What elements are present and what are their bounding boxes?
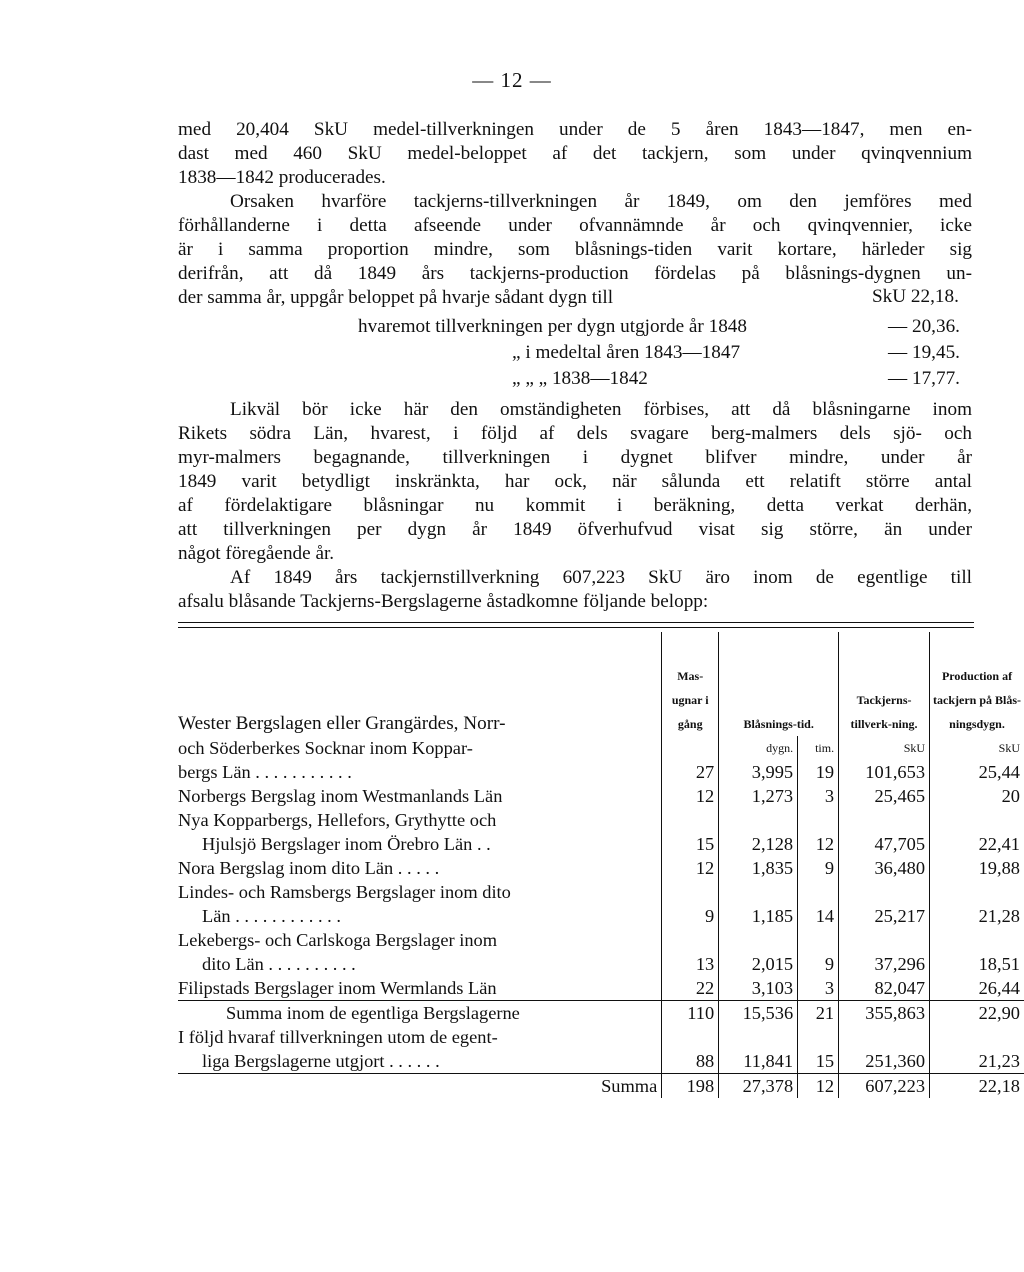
cell-masugnar: 22	[662, 976, 719, 1001]
row-label: bergs Län . . . . . . . . . . .	[178, 762, 352, 782]
cell-tillverkning: 82,047	[839, 976, 930, 1001]
cell-production: 20	[930, 784, 1024, 808]
production-table	[178, 632, 1024, 1098]
cell-masugnar: 198	[662, 1074, 719, 1099]
table-top-rule	[178, 622, 974, 623]
comparison-text-1838-1842: „ „ „ 1838—1842	[512, 368, 648, 389]
cell-dygn: 1,273	[719, 784, 798, 808]
text-line: derifrån, att då 1849 års tackjerns-production fördelas på blåsnings-dygnen un-	[178, 263, 972, 284]
cell-dygn: 27,378	[719, 1074, 798, 1099]
paragraph-1	[178, 118, 972, 190]
table-row	[178, 784, 1024, 808]
cell-production: 21,28	[930, 904, 1024, 928]
text-line: att tillverkningen per dygn år 1849 öfverhufvud visat sig större, än under	[178, 519, 972, 540]
cell-production: 21,23	[930, 1049, 1024, 1074]
cell-production: 19,88	[930, 856, 1024, 880]
table-row	[178, 904, 1024, 928]
cell-tim: 12	[798, 1074, 839, 1099]
cell-production: 18,51	[930, 952, 1024, 976]
summa-label: Summa	[601, 1076, 658, 1096]
cell-tim: 21	[798, 1001, 839, 1026]
row-label: Wester Bergslagen eller Grangärdes, Norr-	[178, 713, 506, 734]
comparison-text-1843-1847: „ i medeltal åren 1843—1847	[512, 342, 741, 363]
row-label: Hjulsjö Bergslager inom Örebro Län . .	[202, 834, 491, 854]
paragraph-4	[178, 566, 972, 614]
cell-tim: 19	[798, 760, 839, 784]
table-row	[178, 952, 1024, 976]
row-label: Lekebergs- och Carlskoga Bergslager inom	[178, 930, 498, 950]
cell-tim: 12	[798, 832, 839, 856]
table-row	[178, 928, 1024, 952]
summa-inom-row	[178, 1001, 1024, 1026]
cell-production: 26,44	[930, 976, 1024, 1001]
cell-tim: 9	[798, 856, 839, 880]
comparison-text-1848: hvaremot tillverkningen per dygn utgjorde år 1848	[358, 316, 747, 337]
text-line: der samma år, uppgår beloppet på hvarje sådant dygn till	[178, 287, 614, 308]
text-line: af fördelaktigare blåsningar nu kommit i beräkning, detta verkat derhän,	[178, 495, 972, 516]
comparison-value-1838-1842: — 17,77.	[888, 368, 960, 389]
header-tillverkning: Tackjerns-tillverk-ning.	[839, 632, 930, 736]
row-label: Norbergs Bergslag inom Westmanlands Län	[178, 786, 503, 806]
cell-tim: 3	[798, 976, 839, 1001]
cell-tillverkning: 25,465	[839, 784, 930, 808]
cell-tillverkning: 355,863	[839, 1001, 930, 1026]
text-line: förhållanderne i detta afseende under ofvannämnde år och qvinqvennier, icke	[178, 215, 972, 236]
comparison-value-1848: — 20,36.	[888, 316, 960, 337]
cell-tillverkning: 251,360	[839, 1049, 930, 1074]
cell-masugnar: 15	[662, 832, 719, 856]
text-line: med 20,404 SkU medel-tillverkningen under de 5 åren 1843—1847, men en-	[178, 119, 972, 140]
cell-production: 22,41	[930, 832, 1024, 856]
row-label: liga Bergslagerne utgjort . . . . . .	[202, 1051, 440, 1071]
table-row	[178, 736, 1024, 760]
table-row	[178, 832, 1024, 856]
cell-dygn: 1,835	[719, 856, 798, 880]
table-row	[178, 760, 1024, 784]
header-blasningstid: Blåsnings-tid.	[719, 632, 839, 736]
row-label: Lindes- och Ramsbergs Bergslager inom dito	[178, 882, 511, 902]
table-top-rule-double	[178, 627, 974, 628]
comparison-value-1843-1847: — 19,45.	[888, 342, 960, 363]
cell-tillverkning: 37,296	[839, 952, 930, 976]
cell-tim: 15	[798, 1049, 839, 1074]
text-line: Af 1849 års tackjernstillverkning 607,223 SkU äro inom de egentlige till	[230, 567, 972, 588]
table-row	[178, 976, 1024, 1001]
cell-dygn: 3,103	[719, 976, 798, 1001]
header-production: Production af tackjern på Blås-ningsdygn.	[930, 632, 1024, 736]
cell-tim: 14	[798, 904, 839, 928]
cell-masugnar: 27	[662, 760, 719, 784]
cell-masugnar: 9	[662, 904, 719, 928]
cell-masugnar: 110	[662, 1001, 719, 1026]
cell-production: 25,44	[930, 760, 1024, 784]
cell-masugnar: 88	[662, 1049, 719, 1074]
table-header-row	[178, 632, 1024, 736]
cell-dygn: 2,128	[719, 832, 798, 856]
text-line: dast med 460 SkU medel-beloppet af det tackjern, som under qvinqvennium	[178, 143, 972, 164]
row-label: Nya Kopparbergs, Hellefors, Grythytte och	[178, 810, 497, 830]
cell-dygn: 3,995	[719, 760, 798, 784]
unit-tim: tim.	[798, 736, 839, 760]
paragraph-3	[178, 398, 972, 566]
paragraph-2	[178, 190, 972, 310]
row-label: Summa inom de egentliga Bergslagerne	[226, 1003, 520, 1023]
row-label: I följd hvaraf tillverkningen utom de egent-	[178, 1027, 498, 1047]
cell-tim: 9	[798, 952, 839, 976]
cell-tim: 3	[798, 784, 839, 808]
text-line: myr-malmers begagnande, tillverkningen i dygnet blifver mindre, under år	[178, 447, 972, 468]
cell-dygn: 11,841	[719, 1049, 798, 1074]
unit-dygn: dygn.	[719, 736, 798, 760]
page-number: — 12 —	[472, 68, 552, 92]
row-label: dito Län . . . . . . . . . .	[202, 954, 356, 974]
text-line: Orsaken hvarföre tackjerns-tillverkningen år 1849, om den jemföres med	[230, 191, 972, 212]
text-line: Rikets södra Län, hvarest, i följd af dels svagare berg-malmers dels sjö- och	[178, 423, 972, 444]
table-row	[178, 1049, 1024, 1074]
cell-dygn: 15,536	[719, 1001, 798, 1026]
text-line: 1849 varit betydligt inskränkta, har ock, när sålunda ett relatift större antal	[178, 471, 972, 492]
table-row	[178, 1025, 1024, 1049]
text-line: 1838—1842 producerades.	[178, 167, 386, 188]
table-row	[178, 856, 1024, 880]
header-masugnar: Mas-ugnar i gång	[662, 632, 719, 736]
text-line: afsalu blåsande Tackjerns-Bergslagerne åstadkomne följande belopp:	[178, 591, 709, 612]
text-line: är i samma proportion mindre, som blåsnings-tiden varit kortare, härleder sig	[178, 239, 972, 260]
cell-masugnar: 12	[662, 784, 719, 808]
text-line: Likväl bör icke här den omständigheten förbises, att då blåsningarne inom	[230, 399, 972, 420]
cell-masugnar: 13	[662, 952, 719, 976]
cell-tillverkning: 36,480	[839, 856, 930, 880]
table-row	[178, 880, 1024, 904]
row-label: Län . . . . . . . . . . . .	[202, 906, 341, 926]
cell-tillverkning: 47,705	[839, 832, 930, 856]
cell-production: 22,18	[930, 1074, 1024, 1099]
cell-tillverkning: 607,223	[839, 1074, 930, 1099]
per-dygn-value: SkU 22,18.	[872, 286, 959, 307]
unit-sku: SkU	[839, 736, 930, 760]
row-label: Nora Bergslag inom dito Län . . . . .	[178, 858, 440, 878]
cell-production: 22,90	[930, 1001, 1024, 1026]
cell-tillverkning: 101,653	[839, 760, 930, 784]
table-row	[178, 808, 1024, 832]
row-label: Filipstads Bergslager inom Wermlands Län	[178, 978, 497, 998]
cell-dygn: 2,015	[719, 952, 798, 976]
text-line: något föregående år.	[178, 543, 335, 564]
cell-dygn: 1,185	[719, 904, 798, 928]
cell-tillverkning: 25,217	[839, 904, 930, 928]
summa-row	[178, 1074, 1024, 1099]
row-label: och Söderberkes Socknar inom Koppar-	[178, 738, 473, 758]
unit-sku: SkU	[930, 736, 1024, 760]
cell-masugnar: 12	[662, 856, 719, 880]
